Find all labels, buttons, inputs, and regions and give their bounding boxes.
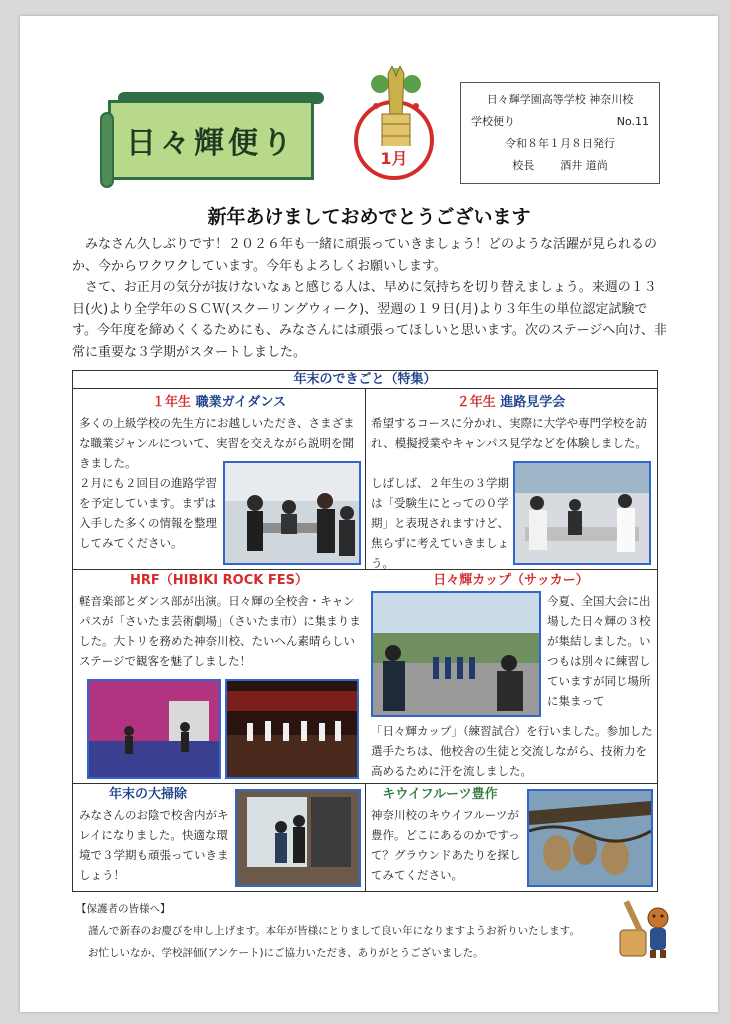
title-banner [88, 92, 324, 188]
bulletin-row [471, 111, 649, 133]
kiwi-text: 神奈川校のキウイフルーツが豊作。どこにあるのかですって？グラウンドあたりを探してみてください。 [371, 808, 521, 882]
issue-number: No.11 [616, 115, 649, 128]
intro-paragraph-1: みなさん久しぶりです！２０２６年も一緒に頑張っていきましょう！どのような活躍が見られるのか、今からワクワクしています。今年もよろしくお願いします。 [72, 237, 658, 274]
parents-line-2: お忙しいなか、学校評価(アンケート)にご協力いただき、ありがとうございました。 [88, 947, 484, 959]
career-heading-text: 職業ガイダンス [195, 395, 286, 410]
hrf-text: 軽音楽部とダンス部が出演。日々輝の全校舎・キャンパスが「さいたま芸術劇場」（さいたま市）に集まりました。大トリを務めた神奈川校、たいへん素晴らしいステージで観客を魅了しました！ [79, 594, 361, 668]
soccer-heading: 日々輝カップ（サッカー） [433, 573, 589, 588]
soccer-photo [371, 591, 541, 717]
kadomatsu-icon [366, 66, 426, 156]
hrf-heading: HRF（HIBIKI ROCK FES） [130, 573, 308, 588]
month-label: 1月 [374, 146, 414, 169]
bulletin-label: 学校便り [471, 115, 515, 128]
issue-date: 令和８年１月８日発行 [505, 137, 615, 150]
career-grade: １年生 [152, 395, 192, 410]
career-guidance-heading [73, 393, 365, 413]
campus-visit-heading [365, 393, 657, 413]
soccer-text-a: 今夏、全国大会に出場した日々輝の３校が集結しました。いつもは別々に練習していますが同じ場所に集まって [547, 594, 651, 708]
newsletter-title: 日々輝便り [126, 126, 296, 161]
principal-name: 酒井 道尚 [560, 159, 608, 172]
parents-notice [76, 898, 636, 964]
soccer-text-b: 「日々輝カップ」（練習試合）を行いました。参加した選手たちは、他校舎の生徒と交流しながら、技術力を高めるために汗を流しました。 [371, 724, 653, 778]
month-badge [346, 66, 446, 186]
campus-visit-photo [513, 461, 651, 565]
intro-paragraph-2: さて、お正月の気分が抜けないなぁと感じる人は、早めに気持ちを切り替えましょう。来週の１３日(火)より全学年のＳＣＷ(スクーリングウィーク)、翌週の１９日(月)より３年生の単位認定試験です。今年度を締めくくるためにも、みなさんには頑張ってほしいと思います。次のステージへ向け、非常に重要な３学期がスタートしました。 [72, 280, 667, 360]
career-text-b: ２月にも２回目の進路学習を予定しています。まずは入手した多くの情報を整理してみてください。 [79, 476, 217, 550]
principal-label: 校長 [512, 159, 535, 172]
kiwi-heading: キウイフルーツ豊作 [382, 787, 498, 802]
cleaning-photo [235, 789, 361, 887]
career-text-a: 多くの上級学校の先生方にお越しいただき、さまざまな職業ジャンルについて、実習を交えながら説明を聞きました。 [79, 416, 355, 470]
divider-row-1 [73, 569, 657, 570]
visit-heading-text: 進路見学会 [500, 395, 566, 410]
newsletter-page [20, 16, 718, 1012]
parents-line-1: 謹んで新春のお慶びを申し上げます。本年が皆様にとりまして良い年になりますようお祈りいたします。 [88, 925, 580, 937]
kiwi-photo [527, 789, 653, 887]
principal-row [471, 155, 649, 177]
issue-info-box [460, 82, 660, 184]
visit-text-a: 希望するコースに分かれ、実際に大学や専門学校を訪れ、模擬授業やキャンパス見学などを体験しました。 [371, 416, 648, 450]
cleaning-text: みなさんのお陰で校舎内がキレイになりました。快適な環境で３学期も頑張っていきましょう！ [79, 808, 229, 882]
hrf-band-photo [87, 679, 221, 779]
career-guidance-photo [223, 461, 361, 565]
year-end-feature [72, 370, 658, 892]
page-headline: 新年あけましておめでとうございます [207, 206, 531, 228]
visit-grade: ２年生 [456, 395, 496, 410]
mascot-mochi-pounding-icon [614, 894, 674, 960]
parents-heading: 【保護者の皆様へ】 [76, 903, 171, 915]
hrf-dance-photo [225, 679, 359, 779]
visit-text-b: しばしば、２年生の３学期は「受験生にとっての０学期」と表現されますけど、焦らずに考えていきましょう。 [371, 476, 509, 570]
divider-vertical [365, 389, 366, 569]
intro-text [72, 234, 668, 363]
cleaning-heading: 年末の大掃除 [108, 787, 187, 802]
school-name: 日々輝学園高等学校 神奈川校 [486, 93, 634, 106]
feature-title: 年末のできごと（特集） [73, 371, 657, 389]
